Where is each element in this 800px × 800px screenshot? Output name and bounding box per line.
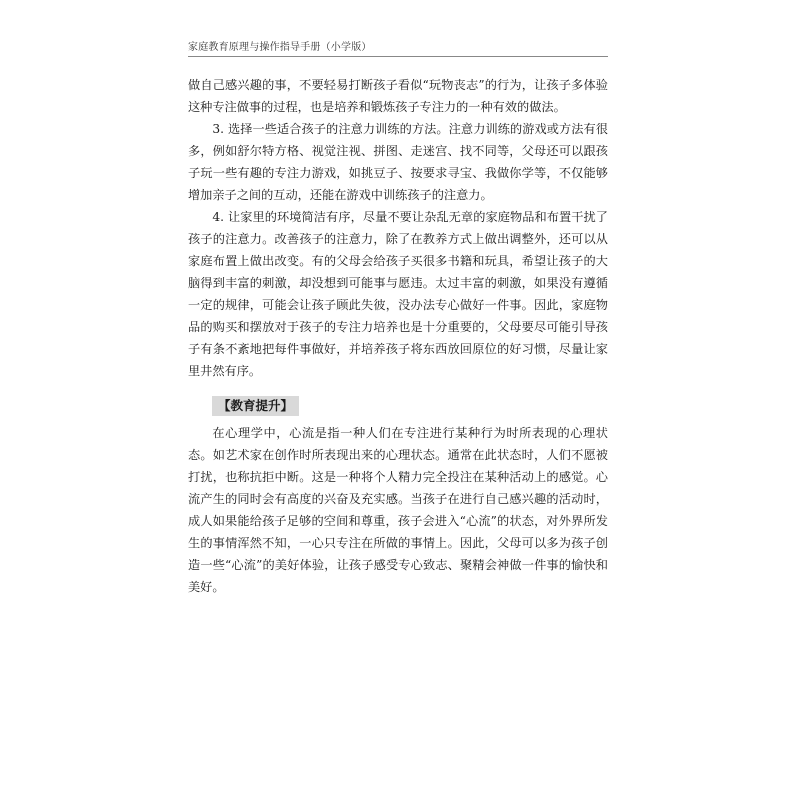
- section-heading: 【教育提升】: [212, 396, 299, 416]
- paragraph-item-4: 4. 让家里的环境简洁有序，尽量不要让杂乱无章的家庭物品和布置干扰了孩子的注意力。改善孩子的注意力，除了在教养方式上做出调整外，还可以从家庭布置上做出改变。有的父母会给孩子买很多书籍和玩具，希望让孩子的大脑得到丰富的刺激，却没想到可能事与愿违。太过丰富的刺激，如果没有遵循一定的规律，可能会让孩子顾此失彼，没办法专心做好一件事。因此，家庭物品的购买和摆放对于孩子的专注力培养也是十分重要的，父母要尽可能引导孩子有条不紊地把每件事做好，并培养孩子将东西放回原位的好习惯，尽量让家里井然有序。: [188, 210, 608, 378]
- header-rule: [188, 56, 608, 57]
- running-header: 家庭教育原理与操作指导手册（小学版）: [188, 42, 372, 53]
- paragraph-continuation: 做自己感兴趣的事，不要轻易打断孩子看似“玩物丧志”的行为，让孩子多体验这种专注做事的过程，也是培养和锻炼孩子专注力的一种有效的做法。: [188, 78, 608, 114]
- body-text: [188, 74, 608, 598]
- paragraph-item-3: 3. 选择一些适合孩子的注意力训练的方法。注意力训练的游戏或方法有很多，例如舒尔特方格、视觉注视、拼图、走迷宫、找不同等，父母还可以跟孩子玩一些有趣的专注力游戏，如挑豆子、按要求寻宝、我做你学等，不仅能够增加亲子之间的互动，还能在游戏中训练孩子的注意力。: [188, 122, 608, 202]
- paragraph-section: 在心理学中，心流是指一种人们在专注进行某种行为时所表现的心理状态。如艺术家在创作时所表现出来的心理状态。通常在此状态时，人们不愿被打扰，也称抗拒中断。这是一种将个人精力完全投注在某种活动上的感觉。心流产生的同时会有高度的兴奋及充实感。当孩子在进行自己感兴趣的活动时，成人如果能给孩子足够的空间和尊重，孩子会进入“心流”的状态，对外界所发生的事情浑然不知，一心只专注在所做的事情上。因此，父母可以多为孩子创造一些“心流”的美好体验，让孩子感受专心致志、聚精会神做一件事的愉快和美好。: [188, 426, 608, 594]
